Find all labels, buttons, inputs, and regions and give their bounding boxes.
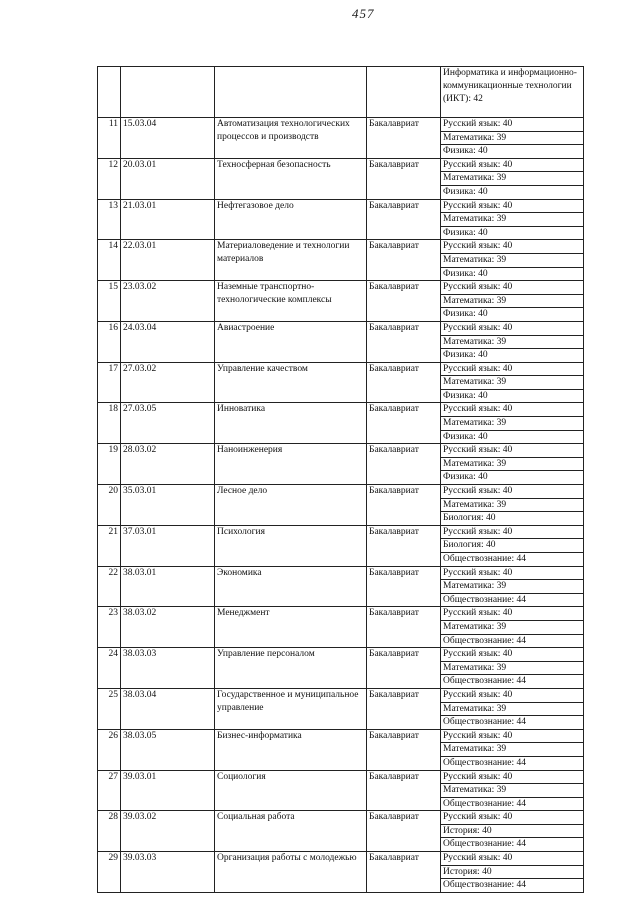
program-name-cell: Инноватика bbox=[215, 403, 367, 444]
row-number-cell: 29 bbox=[98, 852, 121, 893]
table-row-continuation bbox=[98, 67, 584, 118]
subject-cell: Математика: 39 bbox=[441, 661, 584, 675]
subject-cell: Математика: 39 bbox=[441, 743, 584, 757]
subject-cell: Обществознание: 44 bbox=[441, 593, 584, 607]
subject-cell: Русский язык: 40 bbox=[441, 199, 584, 213]
subject-cell: Биология: 40 bbox=[441, 512, 584, 526]
row-number-cell: 25 bbox=[98, 688, 121, 729]
row-number-cell: 18 bbox=[98, 403, 121, 444]
program-code-cell: 38.03.02 bbox=[121, 607, 215, 648]
subject-cell: Обществознание: 44 bbox=[441, 716, 584, 730]
education-level-cell: Бакалавриат bbox=[367, 770, 441, 811]
admission-requirements-table bbox=[97, 66, 584, 893]
subject-cell: Физика: 40 bbox=[441, 430, 584, 444]
subject-cell: Обществознание: 44 bbox=[441, 634, 584, 648]
program-name-cell: Лесное дело bbox=[215, 485, 367, 526]
education-level-cell: Бакалавриат bbox=[367, 648, 441, 689]
education-level-cell: Бакалавриат bbox=[367, 403, 441, 444]
education-level-cell: Бакалавриат bbox=[367, 688, 441, 729]
program-name-cell: Социология bbox=[215, 770, 367, 811]
program-code-cell: 38.03.03 bbox=[121, 648, 215, 689]
education-level-cell: Бакалавриат bbox=[367, 281, 441, 322]
education-level-cell: Бакалавриат bbox=[367, 566, 441, 607]
row-number-cell: 22 bbox=[98, 566, 121, 607]
program-name-cell: Государственное и муниципальное управление bbox=[215, 688, 367, 729]
program-code-cell: 38.03.05 bbox=[121, 729, 215, 770]
row-number-cell: 13 bbox=[98, 199, 121, 240]
subject-cell: Биология: 40 bbox=[441, 539, 584, 553]
subject-cell: Физика: 40 bbox=[441, 226, 584, 240]
program-name-cell: Наноинженерия bbox=[215, 444, 367, 485]
table-row bbox=[98, 485, 584, 499]
subject-cell: Обществознание: 44 bbox=[441, 797, 584, 811]
row-number-cell: 17 bbox=[98, 362, 121, 403]
table-row bbox=[98, 281, 584, 295]
table-row bbox=[98, 852, 584, 866]
program-name-cell: Материаловедение и технологии материалов bbox=[215, 240, 367, 281]
subject-cell: Физика: 40 bbox=[441, 349, 584, 363]
subject-cell: Русский язык: 40 bbox=[441, 118, 584, 132]
education-level-cell bbox=[367, 67, 441, 118]
row-number-cell: 24 bbox=[98, 648, 121, 689]
subject-cell: Математика: 39 bbox=[441, 335, 584, 349]
subject-cell: Русский язык: 40 bbox=[441, 240, 584, 254]
subject-cell: Русский язык: 40 bbox=[441, 770, 584, 784]
program-name-cell: Экономика bbox=[215, 566, 367, 607]
row-number-cell: 12 bbox=[98, 158, 121, 199]
subject-cell: Русский язык: 40 bbox=[441, 525, 584, 539]
subject-cell: Русский язык: 40 bbox=[441, 566, 584, 580]
education-level-cell: Бакалавриат bbox=[367, 362, 441, 403]
subject-cell: Математика: 39 bbox=[441, 784, 584, 798]
subject-cell: Математика: 39 bbox=[441, 457, 584, 471]
education-level-cell: Бакалавриат bbox=[367, 444, 441, 485]
row-number-cell: 15 bbox=[98, 281, 121, 322]
subject-cell: Русский язык: 40 bbox=[441, 321, 584, 335]
education-level-cell: Бакалавриат bbox=[367, 525, 441, 566]
education-level-cell: Бакалавриат bbox=[367, 607, 441, 648]
row-number-cell: 23 bbox=[98, 607, 121, 648]
program-name-cell: Нефтегазовое дело bbox=[215, 199, 367, 240]
program-code-cell: 37.03.01 bbox=[121, 525, 215, 566]
handwritten-page-number: 457 bbox=[352, 6, 375, 21]
subject-cell: Русский язык: 40 bbox=[441, 811, 584, 825]
subject-cell: Математика: 39 bbox=[441, 620, 584, 634]
program-code-cell: 28.03.02 bbox=[121, 444, 215, 485]
row-number-cell: 21 bbox=[98, 525, 121, 566]
table-row bbox=[98, 566, 584, 580]
program-name-cell: Управление персоналом bbox=[215, 648, 367, 689]
subject-cell: Обществознание: 44 bbox=[441, 838, 584, 852]
subject-cell: Русский язык: 40 bbox=[441, 729, 584, 743]
program-code-cell: 27.03.05 bbox=[121, 403, 215, 444]
subject-cell: Обществознание: 44 bbox=[441, 675, 584, 689]
education-level-cell: Бакалавриат bbox=[367, 729, 441, 770]
table-row bbox=[98, 729, 584, 743]
program-name-cell: Социальная работа bbox=[215, 811, 367, 852]
subject-cell: Обществознание: 44 bbox=[441, 756, 584, 770]
education-level-cell: Бакалавриат bbox=[367, 199, 441, 240]
program-code-cell: 35.03.01 bbox=[121, 485, 215, 526]
program-name-cell: Управление качеством bbox=[215, 362, 367, 403]
table-row bbox=[98, 240, 584, 254]
subject-cell: Русский язык: 40 bbox=[441, 485, 584, 499]
subject-cell: История: 40 bbox=[441, 824, 584, 838]
education-level-cell: Бакалавриат bbox=[367, 158, 441, 199]
subject-cell: Математика: 39 bbox=[441, 702, 584, 716]
subject-cell: История: 40 bbox=[441, 865, 584, 879]
subject-cell: Информатика и информационно-коммуникационные технологии (ИКТ): 42 bbox=[441, 67, 584, 118]
subject-cell: Математика: 39 bbox=[441, 417, 584, 431]
education-level-cell: Бакалавриат bbox=[367, 811, 441, 852]
table-row bbox=[98, 648, 584, 662]
subject-cell: Русский язык: 40 bbox=[441, 403, 584, 417]
program-code-cell: 39.03.02 bbox=[121, 811, 215, 852]
program-name-cell bbox=[215, 67, 367, 118]
table-row bbox=[98, 158, 584, 172]
table-row bbox=[98, 118, 584, 132]
program-code-cell: 20.03.01 bbox=[121, 158, 215, 199]
subject-cell: Математика: 39 bbox=[441, 498, 584, 512]
program-code-cell: 38.03.01 bbox=[121, 566, 215, 607]
subject-cell: Русский язык: 40 bbox=[441, 688, 584, 702]
row-number-cell: 19 bbox=[98, 444, 121, 485]
subject-cell: Обществознание: 44 bbox=[441, 879, 584, 893]
program-code-cell bbox=[121, 67, 215, 118]
row-number-cell: 11 bbox=[98, 118, 121, 159]
subject-cell: Русский язык: 40 bbox=[441, 648, 584, 662]
subject-cell: Математика: 39 bbox=[441, 172, 584, 186]
table-row bbox=[98, 607, 584, 621]
education-level-cell: Бакалавриат bbox=[367, 240, 441, 281]
table-row bbox=[98, 199, 584, 213]
subject-cell: Русский язык: 40 bbox=[441, 281, 584, 295]
program-name-cell: Организация работы с молодежью bbox=[215, 852, 367, 893]
row-number-cell bbox=[98, 67, 121, 118]
row-number-cell: 14 bbox=[98, 240, 121, 281]
subject-cell: Математика: 39 bbox=[441, 376, 584, 390]
subject-cell: Обществознание: 44 bbox=[441, 553, 584, 567]
table-row bbox=[98, 362, 584, 376]
subject-cell: Физика: 40 bbox=[441, 308, 584, 322]
program-name-cell: Менеджмент bbox=[215, 607, 367, 648]
program-name-cell: Авиастроение bbox=[215, 321, 367, 362]
education-level-cell: Бакалавриат bbox=[367, 485, 441, 526]
subject-cell: Математика: 39 bbox=[441, 580, 584, 594]
program-code-cell: 27.03.02 bbox=[121, 362, 215, 403]
subject-cell: Русский язык: 40 bbox=[441, 158, 584, 172]
subject-cell: Русский язык: 40 bbox=[441, 444, 584, 458]
subject-cell: Математика: 39 bbox=[441, 213, 584, 227]
table-row bbox=[98, 688, 584, 702]
subject-cell: Физика: 40 bbox=[441, 471, 584, 485]
subject-cell: Русский язык: 40 bbox=[441, 852, 584, 866]
subject-cell: Математика: 39 bbox=[441, 294, 584, 308]
subject-cell: Русский язык: 40 bbox=[441, 362, 584, 376]
table-row bbox=[98, 811, 584, 825]
table-row bbox=[98, 525, 584, 539]
program-name-cell: Автоматизация технологических процессов и производств bbox=[215, 118, 367, 159]
program-code-cell: 23.03.02 bbox=[121, 281, 215, 322]
subject-cell: Физика: 40 bbox=[441, 145, 584, 159]
education-level-cell: Бакалавриат bbox=[367, 118, 441, 159]
program-name-cell: Психология bbox=[215, 525, 367, 566]
program-code-cell: 24.03.04 bbox=[121, 321, 215, 362]
row-number-cell: 28 bbox=[98, 811, 121, 852]
row-number-cell: 27 bbox=[98, 770, 121, 811]
table-row bbox=[98, 444, 584, 458]
education-level-cell: Бакалавриат bbox=[367, 852, 441, 893]
row-number-cell: 20 bbox=[98, 485, 121, 526]
education-level-cell: Бакалавриат bbox=[367, 321, 441, 362]
program-code-cell: 39.03.01 bbox=[121, 770, 215, 811]
table-row bbox=[98, 403, 584, 417]
row-number-cell: 16 bbox=[98, 321, 121, 362]
program-name-cell: Бизнес-информатика bbox=[215, 729, 367, 770]
program-code-cell: 21.03.01 bbox=[121, 199, 215, 240]
program-code-cell: 22.03.01 bbox=[121, 240, 215, 281]
program-code-cell: 38.03.04 bbox=[121, 688, 215, 729]
program-code-cell: 15.03.04 bbox=[121, 118, 215, 159]
table-row bbox=[98, 770, 584, 784]
subject-cell: Математика: 39 bbox=[441, 253, 584, 267]
table-row bbox=[98, 321, 584, 335]
subject-cell: Русский язык: 40 bbox=[441, 607, 584, 621]
program-name-cell: Наземные транспортно-технологические комплексы bbox=[215, 281, 367, 322]
subject-cell: Физика: 40 bbox=[441, 185, 584, 199]
subject-cell: Математика: 39 bbox=[441, 131, 584, 145]
subject-cell: Физика: 40 bbox=[441, 267, 584, 281]
program-code-cell: 39.03.03 bbox=[121, 852, 215, 893]
table-body bbox=[98, 67, 584, 893]
program-name-cell: Техносферная безопасность bbox=[215, 158, 367, 199]
subject-cell: Физика: 40 bbox=[441, 389, 584, 403]
row-number-cell: 26 bbox=[98, 729, 121, 770]
